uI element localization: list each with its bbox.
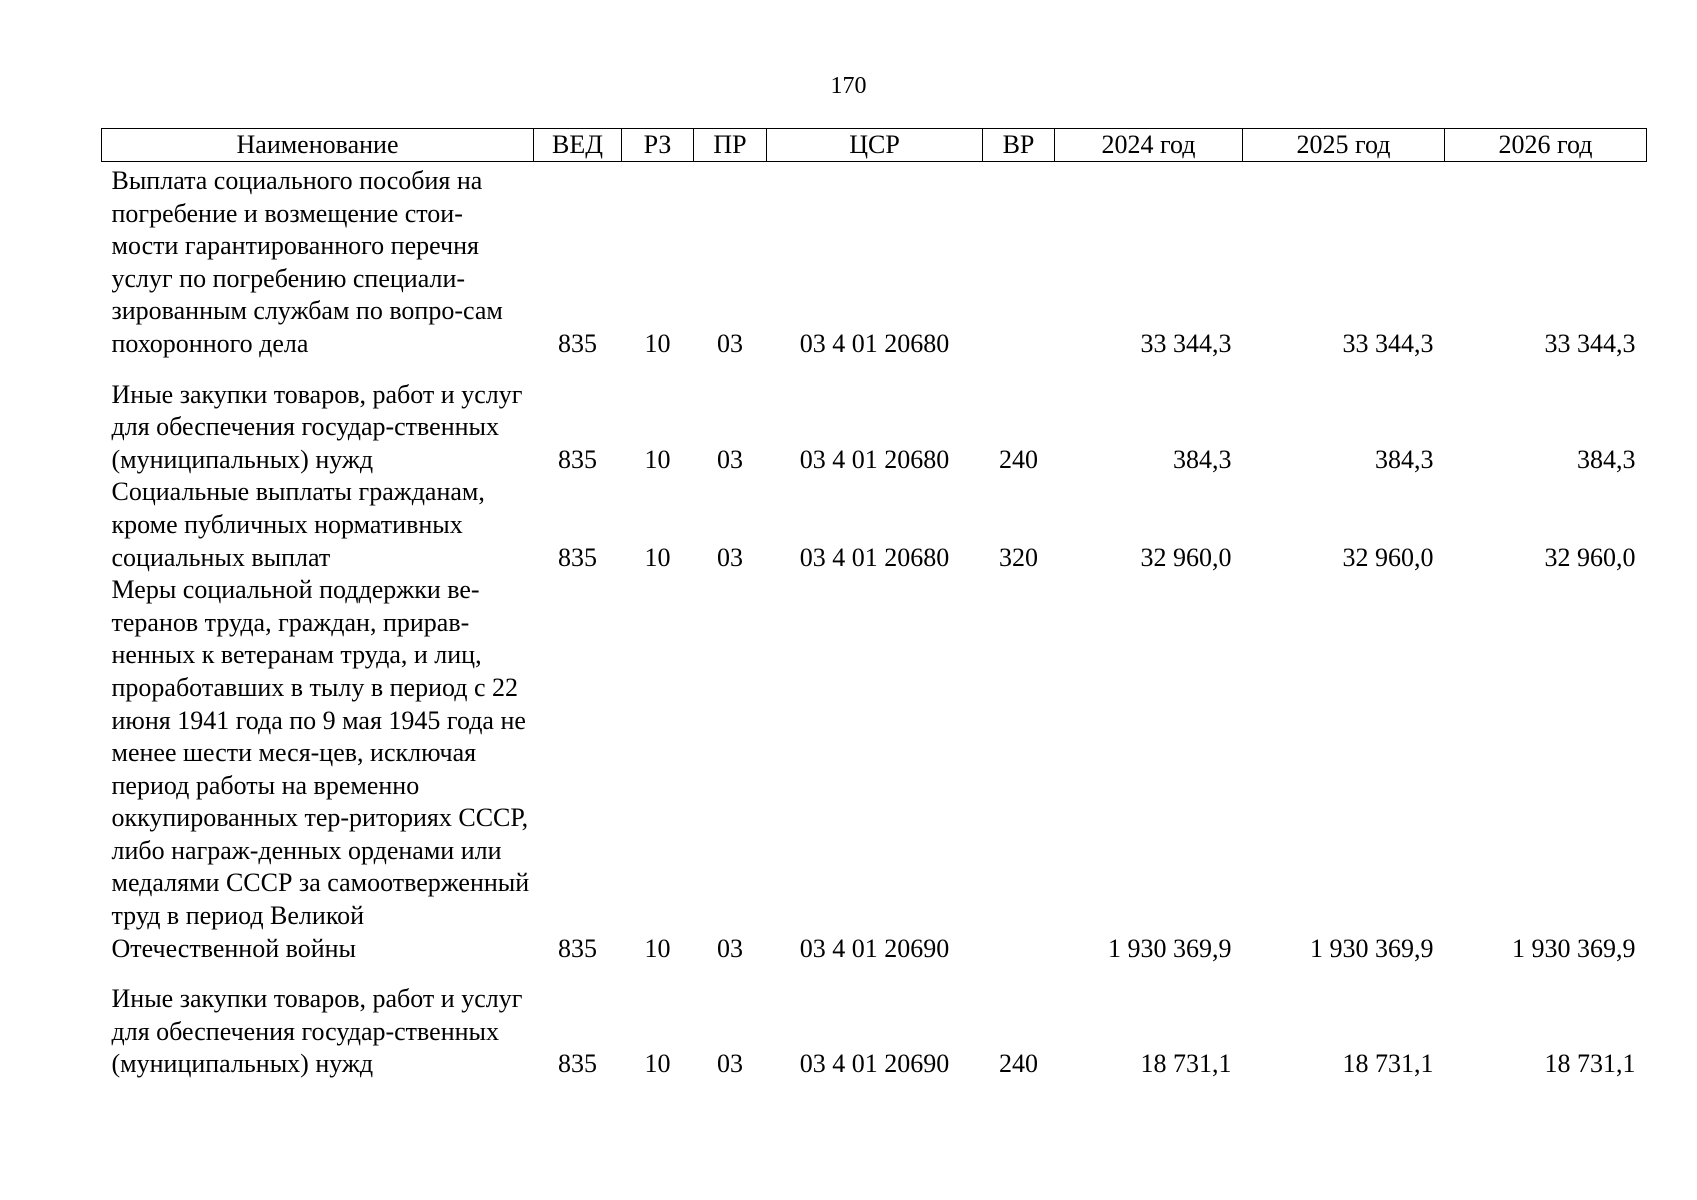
table-row: [102, 476, 1647, 574]
header-rz: РЗ: [622, 129, 694, 162]
row-pr: 03: [717, 542, 743, 572]
row-pr: 03: [717, 444, 743, 474]
row-2024: 1 930 369,9: [1108, 933, 1232, 963]
row-rz: 10: [644, 444, 671, 474]
header-vr: ВР: [983, 129, 1055, 162]
row-2025: 1 930 369,9: [1310, 933, 1434, 963]
header-ved: ВЕД: [534, 129, 622, 162]
row-rz: 10: [644, 1049, 671, 1079]
row-csr: 03 4 01 20680: [799, 328, 950, 358]
row-pr: 03: [717, 328, 743, 358]
row-2026: 33 344,3: [1544, 328, 1636, 358]
row-csr: 03 4 01 20690: [799, 933, 950, 963]
table-row: [102, 574, 1647, 965]
row-vr: [983, 162, 1055, 361]
row-name: Иные закупки товаров, работ и услуг для обеспечения государ-ственных (муниципальных) нужд: [111, 379, 523, 474]
row-pr: 03: [717, 1049, 743, 1079]
row-2024: 384,3: [1173, 444, 1232, 474]
row-vr: [983, 574, 1055, 965]
row-ved: 835: [558, 328, 597, 358]
row-2026: 32 960,0: [1544, 542, 1636, 572]
header-2026: 2026 год: [1445, 129, 1647, 162]
row-2026: 1 930 369,9: [1512, 933, 1636, 963]
page-number: 170: [830, 73, 867, 99]
table-row: [102, 162, 1647, 361]
row-pr: 03: [717, 933, 743, 963]
row-name: Меры социальной поддержки ве-теранов труда, граждан, прирав-ненных к ветеранам труда, и лиц, проработавших в тылу в период с 22 июня 1941 года по 9 мая 1945 года не менее шести меся-цев, исключая период работы на временно оккупированных тер-риториях СССР, либо награж-денных орденами или медалями СССР за самоотверженный труд в период Великой Отечественной войны: [111, 575, 530, 963]
header-2025: 2025 год: [1243, 129, 1445, 162]
row-2024: 32 960,0: [1140, 542, 1232, 572]
row-vr: 320: [999, 542, 1038, 572]
header-2024: 2024 год: [1055, 129, 1243, 162]
row-csr: 03 4 01 20680: [799, 542, 950, 572]
row-2025: 33 344,3: [1342, 328, 1434, 358]
row-2025: 32 960,0: [1342, 542, 1434, 572]
row-rz: 10: [644, 542, 671, 572]
row-rz: 10: [644, 328, 671, 358]
row-name: Выплата социального пособия на погребение и возмещение стои-мости гарантированного перечня услуг по погребению специали-зированным службам по вопро-сам похоронного дела: [111, 166, 503, 358]
row-2026: 18 731,1: [1544, 1049, 1636, 1079]
row-ved: 835: [558, 542, 597, 572]
row-2024: 33 344,3: [1140, 328, 1232, 358]
row-ved: 835: [558, 1049, 597, 1079]
header-csr: ЦСР: [767, 129, 983, 162]
row-csr: 03 4 01 20680: [799, 444, 950, 474]
row-2025: 384,3: [1375, 444, 1434, 474]
table-header-row: [102, 129, 1647, 162]
row-ved: 835: [558, 444, 597, 474]
budget-table: [101, 128, 1647, 1081]
row-vr: 240: [999, 444, 1038, 474]
header-pr: ПР: [694, 129, 767, 162]
row-2026: 384,3: [1577, 444, 1636, 474]
row-rz: 10: [644, 933, 671, 963]
table-row: [102, 965, 1647, 1081]
row-2025: 18 731,1: [1342, 1049, 1434, 1079]
row-vr: 240: [999, 1049, 1038, 1079]
row-name: Социальные выплаты гражданам, кроме публичных нормативных социальных выплат: [111, 477, 485, 572]
row-2024: 18 731,1: [1140, 1049, 1232, 1079]
row-ved: 835: [558, 933, 597, 963]
table-row: [102, 361, 1647, 477]
row-csr: 03 4 01 20690: [799, 1049, 950, 1079]
header-name: Наименование: [102, 129, 534, 162]
row-name: Иные закупки товаров, работ и услуг для обеспечения государ-ственных (муниципальных) нужд: [111, 984, 523, 1079]
